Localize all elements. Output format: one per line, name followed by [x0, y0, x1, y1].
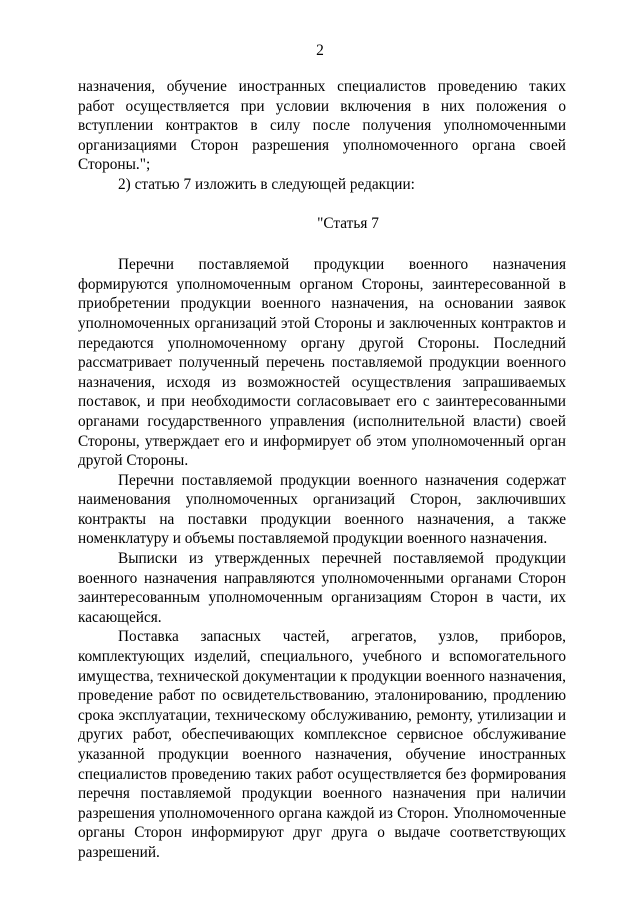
- paragraph-article-3: Выписки из утвержденных перечней поставляемой продукции военного назначения направляются уполномоченными органами Сторон заинтересованным уполномоченным организациям Сторон в части, их касающейся.: [78, 550, 566, 626]
- page-number: 2: [316, 42, 324, 59]
- paragraph-article-1: Перечни поставляемой продукции военного назначения формируются уполномоченным органом Стороны, заинтересованной в приобретении продукции военного назначения, на основании заявок уполномоченных организаций этой Стороны и заключенных контрактов и передаются уполномоченному органу другой Стороны. Последний рассматривает полученный перечень поставляемой продукции военного назначения, исходя из возможностей осуществления запрашиваемых поставок, и при необходимости согласовывает его с заинтересованными органами государственного управления (исполнительной власти) своей Стороны, утверждает его и информирует об этом уполномоченный орган другой Стороны.: [78, 256, 566, 470]
- paragraph-amendment-point: 2) статью 7 изложить в следующей редакции:: [118, 175, 415, 193]
- paragraph-article-4: Поставка запасных частей, агрегатов, узлов, приборов, комплектующих изделий, специального, учебного и вспомогательного имущества, технической документации к продукции военного назначения, проведение работ по освидетельствованию, эталонированию, продлению срока эксплуатации, техническому обслуживанию, ремонту, утилизации и других работ, обеспечивающих комплексное сервисное обслуживание указанной продукции военного назначения, обучение иностранных специалистов проведению таких работ осуществляется без формирования перечня поставляемой продукции военного назначения при наличии разрешения уполномоченного органа каждой из Сторон. Уполномоченные органы Сторон информируют друг друга о выдаче соответствующих разрешений.: [78, 628, 566, 861]
- article-heading: "Статья 7: [317, 214, 379, 232]
- paragraph-continuation: назначения, обучение иностранных специалистов проведению таких работ осуществляется при условии включения в них положения о вступлении контрактов в силу после получения уполномоченными организациями Сторон разрешения уполномоченного органа своей Стороны.";: [78, 78, 566, 174]
- paragraph-article-2: Перечни поставляемой продукции военного назначения содержат наименования уполномоченных организаций Сторон, заключивших контракты на поставки продукции военного назначения, а также номенклатуру и объемы поставляемой продукции военного назначения.: [78, 471, 566, 548]
- document-body: [78, 77, 566, 863]
